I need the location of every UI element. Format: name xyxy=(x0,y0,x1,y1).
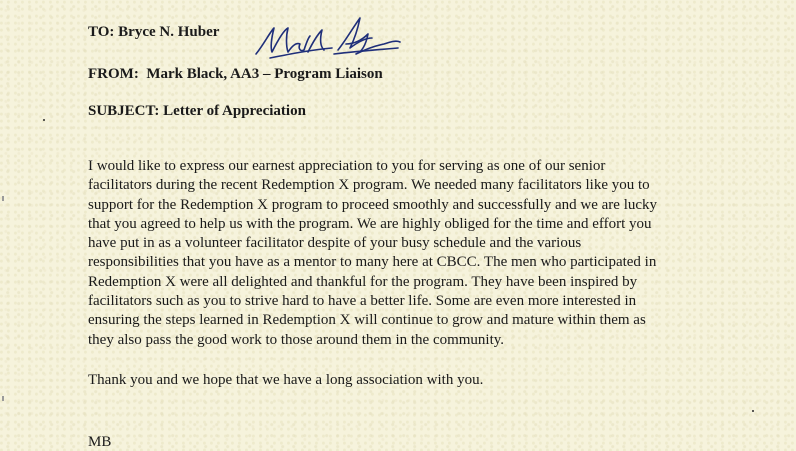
paragraph-line: ensuring the steps learned in Redemption X will continue to grow and mature within them as xyxy=(88,312,646,329)
paragraph-line: they also pass the good work to those around them in the community. xyxy=(88,331,505,348)
paragraph-line: support for the Redemption X program to proceed smoothly and successfully and we are lucky xyxy=(88,196,658,213)
subject-line xyxy=(88,103,306,120)
sender-name: Mark Black, AA3 – Program Liaison xyxy=(146,66,383,82)
to-label: TO: xyxy=(88,24,115,40)
paper-speck xyxy=(43,119,45,121)
body-paragraph xyxy=(88,157,788,350)
paragraph-line: have put in as a volunteer facilitator despite of your busy schedule and the various xyxy=(88,235,582,252)
closing-line: Thank you and we hope that we have a long association with you. xyxy=(88,372,484,388)
paragraph-line: I would like to express our earnest appreciation to you for serving as one of our senior xyxy=(88,158,606,174)
paragraph-line: Redemption X were all delighted and thankful for the program. They have been inspired by xyxy=(88,273,638,290)
letter-body xyxy=(88,157,788,350)
paragraph-line: facilitators during the recent Redemption X program. We needed many facilitators like you to xyxy=(88,177,650,194)
scan-edge-mark xyxy=(2,196,4,201)
subject-text: Letter of Appreciation xyxy=(163,103,306,119)
to-line xyxy=(88,24,219,41)
sender-initials: MB xyxy=(88,434,112,450)
subject-label: SUBJECT: xyxy=(88,103,160,119)
handwritten-signature xyxy=(250,14,410,84)
paragraph-line: facilitators such as you to strive hard to have a better life. Some are even more interested in xyxy=(88,293,637,310)
paragraph-line: that you agreed to help us with the program. We are highly obliged for the time and effort you xyxy=(88,215,652,232)
from-label: FROM: xyxy=(88,66,139,82)
recipient-name: Bryce N. Huber xyxy=(118,24,220,40)
scan-edge-mark xyxy=(2,396,4,401)
paragraph-line: responsibilities that you have as a mentor to many here at CBCC. The men who participated in xyxy=(88,254,657,271)
paper-speck xyxy=(752,410,754,412)
